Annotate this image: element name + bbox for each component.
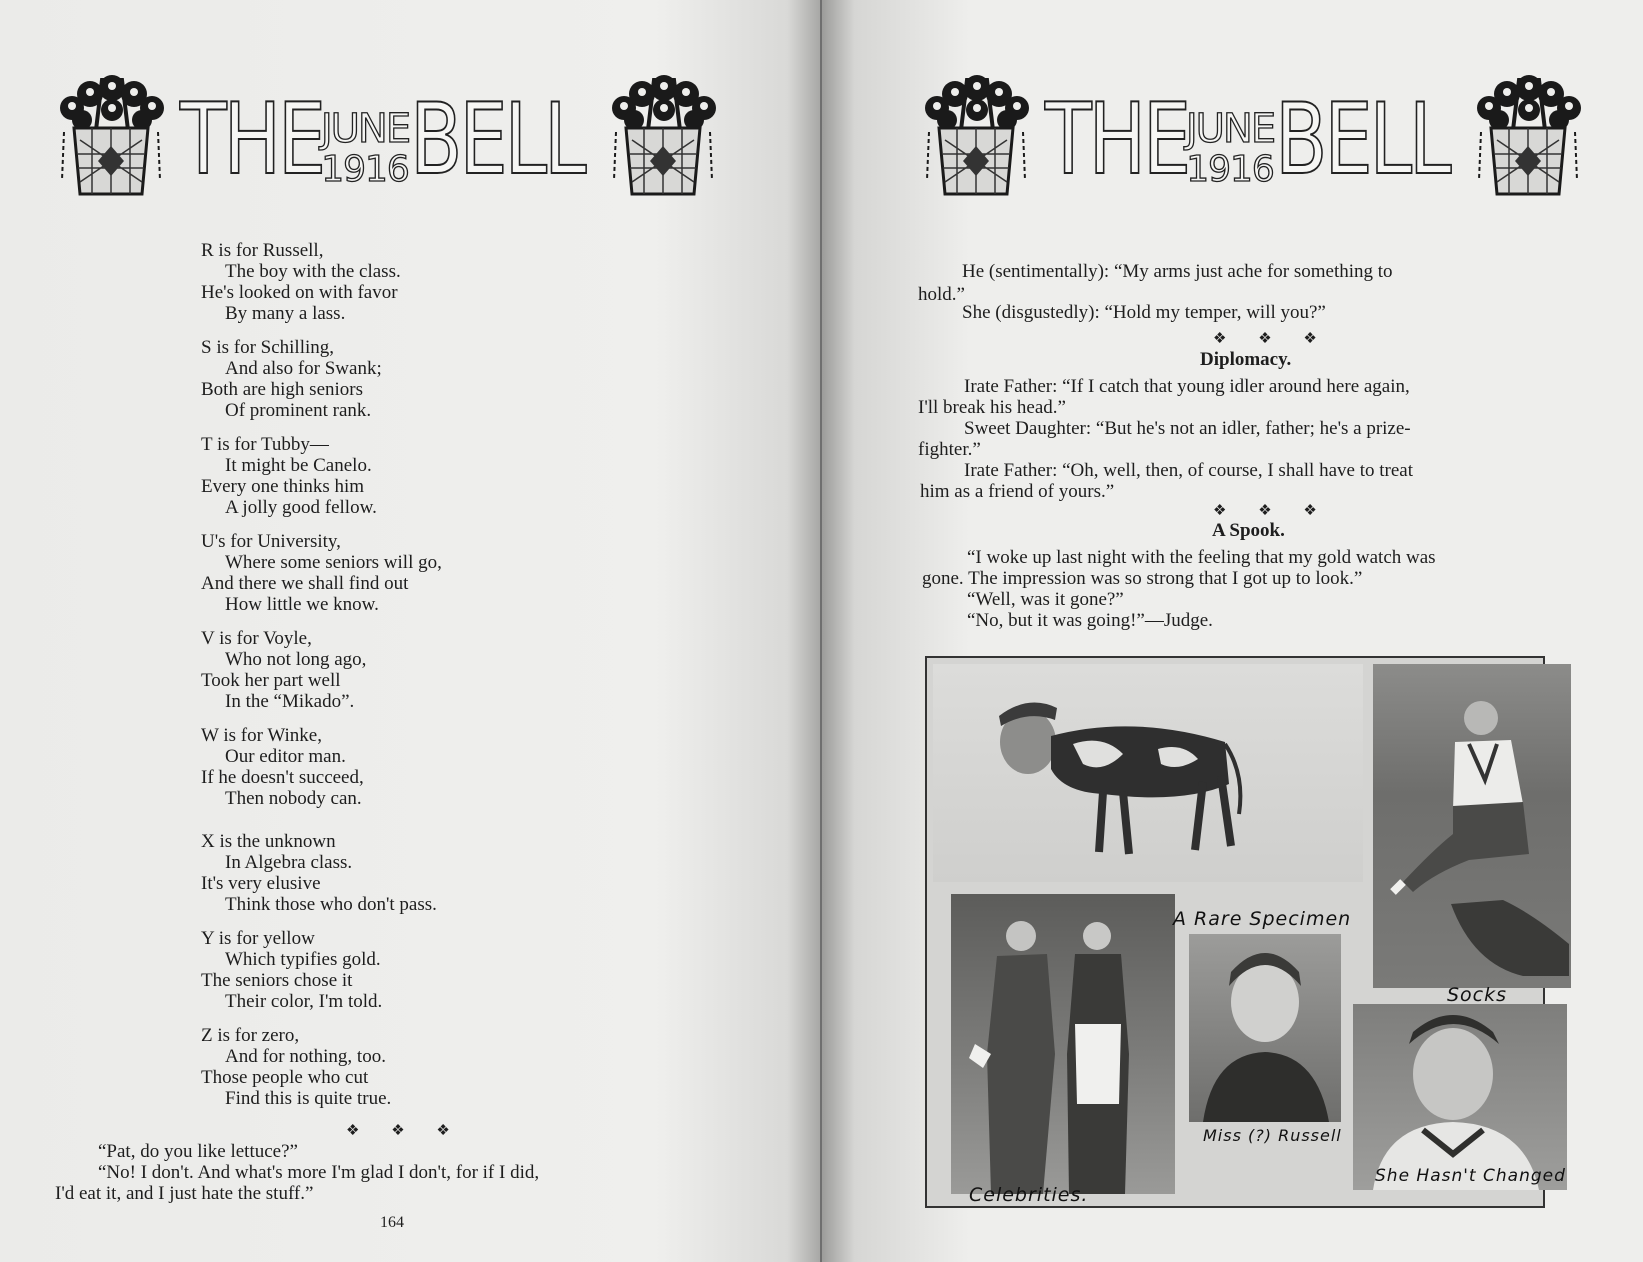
flower-basket-icon <box>1469 70 1587 210</box>
verse-line: The boy with the class. <box>225 261 401 282</box>
photo-celebrities <box>951 894 1175 1194</box>
verse-line: Every one thinks him <box>201 476 365 497</box>
spook-line: gone. The impression was so strong that I got up to look.” <box>922 568 1363 589</box>
verse-line: And for nothing, too. <box>225 1046 386 1067</box>
verse-line: If he doesn't succeed, <box>201 767 364 788</box>
verse-line: X is the unknown <box>201 831 336 852</box>
spook-line: “Well, was it gone?” <box>967 589 1124 610</box>
joke-line: She (disgustedly): “Hold my temper, will you?” <box>962 302 1326 323</box>
verse-line: How little we know. <box>225 594 379 615</box>
two-women-figure-icon <box>951 894 1175 1194</box>
masthead-year: 1916 <box>1186 149 1274 190</box>
verse-line: R is for Russell, <box>201 240 324 261</box>
verse-line: S is for Schilling, <box>201 337 335 358</box>
ornament-divider: ❖ ❖ ❖ <box>1213 503 1331 519</box>
masthead-month: JUNE <box>320 106 410 152</box>
spook-line: “I woke up last night with the feeling that my gold watch was <box>967 547 1436 568</box>
masthead <box>52 70 732 210</box>
joke-line: hold.” <box>918 284 965 305</box>
seated-woman-figure-icon <box>1373 664 1571 988</box>
joke-line: “Pat, do you like lettuce?” <box>98 1141 298 1162</box>
masthead-title-the: THE <box>180 83 324 197</box>
masthead-title-bell: BELL <box>1275 83 1449 197</box>
photo-rare-specimen <box>933 664 1363 882</box>
stanza-z <box>201 1025 391 1109</box>
verse-line: Which typifies gold. <box>225 949 381 970</box>
verse-line: Who not long ago, <box>225 649 367 670</box>
stanza-u <box>201 531 442 615</box>
verse-line: A jolly good fellow. <box>225 497 377 518</box>
verse-line: It might be Canelo. <box>225 455 372 476</box>
left-page <box>0 0 820 1262</box>
verse-line: Find this is quite true. <box>225 1088 392 1109</box>
woman-smiling-icon <box>1353 1004 1567 1190</box>
verse-line: Of prominent rank. <box>225 400 372 421</box>
stanza-s <box>201 337 382 421</box>
verse-line: Then nobody can. <box>225 788 362 809</box>
verse-line: Their color, I'm told. <box>225 991 383 1012</box>
stanza-w <box>201 725 364 809</box>
verse-line: Where some seniors will go, <box>225 552 442 573</box>
masthead-month: JUNE <box>1185 106 1275 152</box>
stanza-y <box>201 928 382 1012</box>
stanza-v <box>201 628 366 712</box>
diplomacy-line: Sweet Daughter: “But he's not an idler, father; he's a prize- <box>964 418 1411 439</box>
ornament-divider: ❖ ❖ ❖ <box>1213 331 1331 347</box>
verse-line: Z is for zero, <box>201 1025 300 1046</box>
verse-line: Y is for yellow <box>201 928 315 949</box>
masthead-title-the: THE <box>1045 83 1189 197</box>
diplomacy-line: him as a friend of yours.” <box>920 481 1115 502</box>
verse-line: Both are high seniors <box>201 379 364 400</box>
photo-miss-russell <box>1189 934 1341 1122</box>
verse-line: Took her part well <box>201 670 341 691</box>
flower-basket-icon <box>52 70 170 210</box>
caption-rare-specimen: A Rare Specimen <box>1173 908 1352 930</box>
heading-spook: A Spook. <box>1212 520 1285 541</box>
verse-line: It's very elusive <box>201 873 321 894</box>
masthead <box>917 70 1597 210</box>
verse-line: V is for Voyle, <box>201 628 312 649</box>
masthead-title-bell: BELL <box>410 83 584 197</box>
photo-collage <box>925 656 1566 1208</box>
stanza-r <box>201 240 401 324</box>
calf-figure-icon <box>933 664 1363 882</box>
woman-portrait-icon <box>1189 934 1341 1122</box>
verse-line: T is for Tubby— <box>201 434 329 455</box>
caption-celebrities: Celebrities. <box>969 1184 1089 1206</box>
verse-line: W is for Winke, <box>201 725 322 746</box>
masthead-date <box>1185 108 1275 190</box>
verse-line: Think those who don't pass. <box>225 894 437 915</box>
diplomacy-line: I'll break his head.” <box>918 397 1066 418</box>
verse-line: And there we shall find out <box>201 573 409 594</box>
caption-socks: Socks <box>1447 984 1508 1006</box>
masthead-date <box>320 108 410 190</box>
verse-line: In Algebra class. <box>225 852 353 873</box>
stanza-t <box>201 434 377 518</box>
verse-line: In the “Mikado”. <box>225 691 355 712</box>
stanza-x <box>201 831 437 915</box>
joke-line: “No! I don't. And what's more I'm glad I don't, for if I did, <box>98 1162 540 1183</box>
flower-basket-icon <box>917 70 1035 210</box>
verse-line: By many a lass. <box>225 303 346 324</box>
heading-diplomacy: Diplomacy. <box>1200 349 1292 370</box>
verse-line: Our editor man. <box>225 746 346 767</box>
ornament-divider: ❖ ❖ ❖ <box>346 1123 464 1139</box>
verse-line: Those people who cut <box>201 1067 369 1088</box>
verse-line: He's looked on with favor <box>201 282 398 303</box>
diplomacy-line: Irate Father: “Oh, well, then, of course, I shall have to treat <box>964 460 1413 481</box>
flower-basket-icon <box>604 70 722 210</box>
caption-miss-russell: Miss (?) Russell <box>1203 1126 1342 1145</box>
photo-she-hasnt-changed <box>1353 1004 1567 1190</box>
photo-socks <box>1373 664 1571 988</box>
joke-line: He (sentimentally): “My arms just ache for something to <box>962 261 1393 282</box>
diplomacy-line: Irate Father: “If I catch that young idler around here again, <box>964 376 1410 397</box>
caption-she-hasnt-changed: She Hasn't Changed <box>1375 1166 1566 1186</box>
verse-line: U's for University, <box>201 531 341 552</box>
joke-line: I'd eat it, and I just hate the stuff.” <box>55 1183 314 1204</box>
page-number: 164 <box>380 1214 404 1231</box>
verse-line: And also for Swank; <box>225 358 382 379</box>
verse-line: The seniors chose it <box>201 970 353 991</box>
diplomacy-line: fighter.” <box>918 439 981 460</box>
spook-line: “No, but it was going!”—Judge. <box>967 610 1213 631</box>
masthead-year: 1916 <box>321 149 409 190</box>
